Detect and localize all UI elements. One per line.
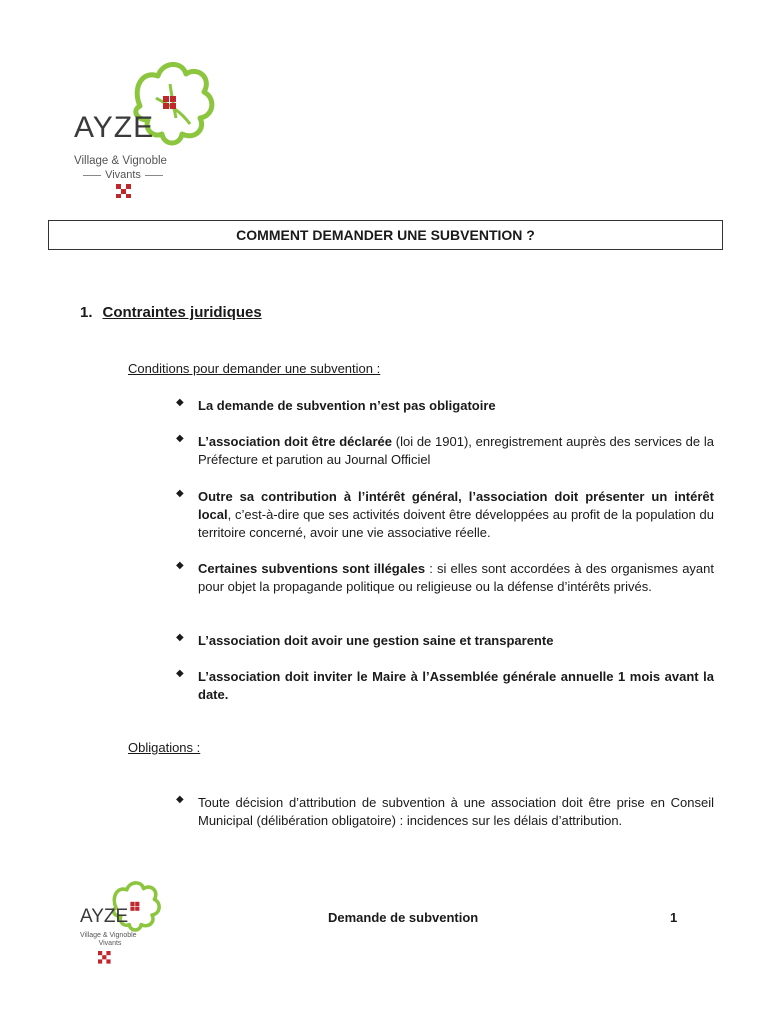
diamond-bullet-icon: ◆ <box>176 668 184 679</box>
diamond-bullet-icon: ◆ <box>176 560 184 571</box>
diamond-bullet-icon: ◆ <box>176 433 184 444</box>
diamond-bullet-icon: ◆ <box>176 794 184 805</box>
page-number: 1 <box>670 910 678 925</box>
section-heading <box>80 304 262 321</box>
diamond-bullet-icon: ◆ <box>176 632 184 643</box>
logo-subtitle: Village & Vignoble <box>74 155 167 167</box>
ayze-logo <box>70 58 220 208</box>
footer-text: Demande de subvention <box>328 910 479 925</box>
footer-logo <box>74 876 164 966</box>
section-number: 1. <box>80 304 93 321</box>
diamond-bullet-icon: ◆ <box>176 397 184 408</box>
section-title: Contraintes juridiques <box>102 304 262 321</box>
document-page: AYZE Village & Vignoble Vivants COMMENT DEMANDER UNE SUBVENTION ? 1. Contraintes juridiques Conditions pour demander une subvention : ◆ La demande de subvention n’est pas obligatoire ◆ L’association doit être déclarée (loi de 1901), enregistrement auprès des services de la Préfecture et parution au Journal Officiel ◆ Outre sa contribution à l’intérêt général, l’association doit présenter un intérêt local, c’est-à-dire que ses activités doivent être développées au profit de la population du territoire concerné, avoir une vie associative réelle. ◆ Certaines subventions sont illégales : si elles sont accordées à des organismes ayant pour objet la propagande politique ou religieuse ou la défense d’intérêts privés. ◆ L’association doit avoir une gestion saine et transparente ◆ L’association doit inviter le Maire à l’Assemblée générale annuelle 1 mois avant la date. Obligations : ◆ Toute décision d’attribution de subvention à une association doit être prise en Conseil Municipal (délibération obligatoire) : incidences sur les délais d’attribution. AYZE Village & Vignoble Vivants Demande de subvention 1 <box>0 0 770 1024</box>
footer-logo-title: AYZE <box>80 906 129 927</box>
conditions-heading: Conditions pour demander une subvention : <box>128 361 381 376</box>
logo-title: AYZE <box>74 111 155 144</box>
diamond-bullet-icon: ◆ <box>176 488 184 499</box>
obligations-heading: Obligations : <box>128 740 201 755</box>
logo-subtitle-2 <box>74 169 172 181</box>
logo-subtitle-2-text: Vivants <box>105 169 141 181</box>
page-title: COMMENT DEMANDER UNE SUBVENTION ? <box>48 220 723 250</box>
footer-logo-subtitle: Village & Vignoble <box>80 932 137 939</box>
footer-logo-subtitle-2: Vivants <box>98 940 122 947</box>
